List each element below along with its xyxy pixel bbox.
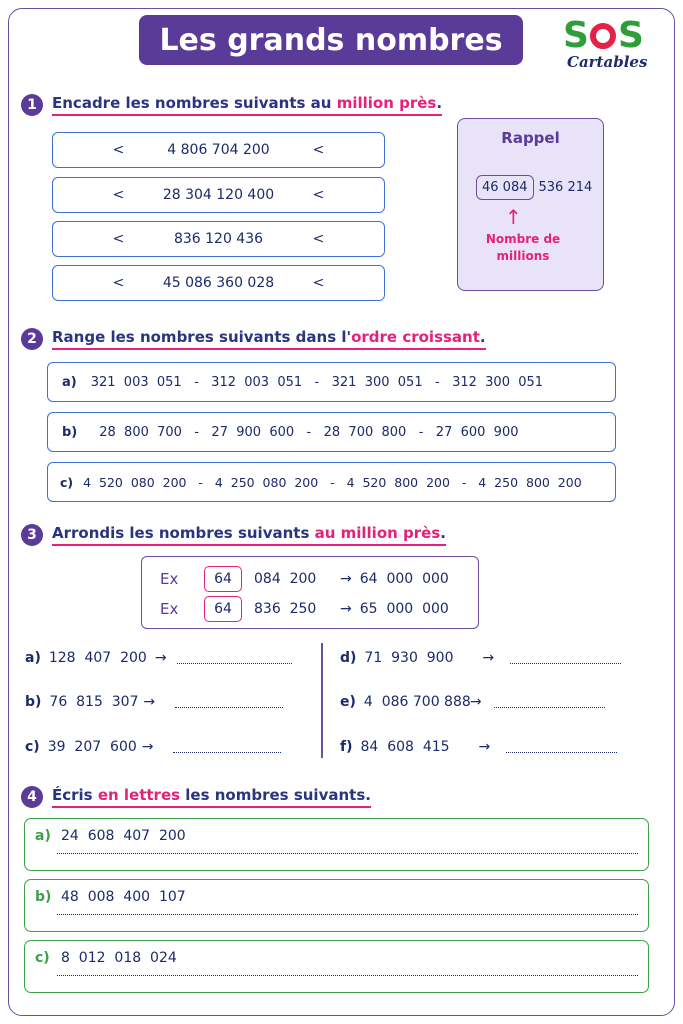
ordre-numbers: 321 003 051 - 312 003 051 - 321 300 051 - 312 300 051 — [90, 374, 544, 390]
arrow-right-icon: → — [478, 739, 491, 755]
number: 4 806 704 200 — [167, 142, 270, 158]
millions-highlight: 64 — [204, 596, 242, 622]
ordre-row[interactable] — [47, 412, 616, 452]
arrondi-item: e) 4 086 700 888 → — [340, 694, 605, 710]
ordre-row[interactable] — [47, 462, 616, 502]
section-number: 4 — [21, 786, 43, 808]
encadrement-box[interactable] — [52, 265, 385, 301]
section-2-heading — [21, 328, 486, 350]
rappel-box — [457, 118, 604, 291]
arrondi-item: f) 84 608 415 → — [340, 739, 617, 755]
arrow-right-icon: → — [141, 739, 154, 755]
section-instruction: Range les nombres suivants dans l'ordre croissant. — [52, 328, 486, 350]
column-divider — [321, 643, 323, 758]
rappel-note: Nombre de millions — [485, 232, 561, 263]
arrondi-item: b) 76 815 307 → — [25, 694, 283, 710]
logo-top: S S — [563, 15, 643, 56]
less-than: < — [112, 275, 125, 291]
arrow-right-icon: → — [154, 650, 167, 666]
lettres-box[interactable]: a) 24 608 407 200 — [24, 818, 649, 871]
arrow-right-icon: → — [143, 694, 156, 710]
rappel-number — [476, 175, 592, 200]
less-than: < — [112, 231, 125, 247]
less-than: < — [112, 142, 125, 158]
answer-line[interactable] — [57, 853, 638, 854]
answer-line[interactable] — [506, 742, 617, 753]
less-than: < — [312, 231, 325, 247]
answer-line[interactable] — [177, 653, 292, 664]
arrondi-item: d) 71 930 900 → — [340, 650, 621, 666]
millions-highlight: 64 — [204, 566, 242, 592]
section-instruction: Encadre les nombres suivants au million près. — [52, 94, 442, 116]
example-row: Ex 64 836 250 → 65 000 000 — [160, 596, 449, 622]
arrow-right-icon: → — [469, 694, 482, 710]
rappel-title: Rappel — [501, 129, 560, 147]
section-4-heading — [21, 786, 371, 808]
encadrement-box[interactable] — [52, 221, 385, 257]
rappel-rest: 536 214 — [538, 180, 593, 195]
example-box — [141, 556, 479, 629]
millions-highlight: 46 084 — [476, 175, 534, 200]
answer-line[interactable] — [494, 697, 605, 708]
less-than: < — [112, 187, 125, 203]
section-number: 3 — [21, 524, 43, 546]
lifebuoy-icon — [590, 23, 616, 49]
logo-bottom: Cartables — [567, 53, 648, 71]
lettres-box[interactable]: c) 8 012 018 024 — [24, 940, 649, 993]
arrow-right-icon: → — [340, 571, 352, 587]
number: 836 120 436 — [173, 231, 264, 247]
section-instruction: Arrondis les nombres suivants au million près. — [52, 524, 446, 546]
less-than: < — [312, 275, 325, 291]
number: 28 304 120 400 — [162, 187, 275, 203]
encadrement-box[interactable] — [52, 132, 385, 168]
answer-line[interactable] — [175, 697, 283, 708]
item-label: c) — [60, 474, 74, 490]
lettres-box[interactable]: b) 48 008 400 107 — [24, 879, 649, 932]
section-1-heading — [21, 94, 442, 116]
less-than: < — [312, 142, 325, 158]
arrow-right-icon: → — [340, 601, 352, 617]
ordre-numbers: 4 520 080 200 - 4 250 080 200 - 4 520 800 200 - 4 250 800 200 — [83, 474, 582, 490]
less-than: < — [312, 187, 325, 203]
item-label: a) — [62, 374, 77, 390]
ordre-numbers: 28 800 700 - 27 900 600 - 28 700 800 - 27 600 900 — [99, 424, 519, 440]
section-number: 1 — [21, 94, 43, 116]
answer-line[interactable] — [173, 742, 281, 753]
arrow-up-icon: ↑ — [505, 205, 522, 229]
item-label: b) — [62, 424, 78, 440]
encadrement-box[interactable] — [52, 177, 385, 213]
arrondi-item: a) 128 407 200 → — [25, 650, 292, 666]
page-title: Les grands nombres — [139, 15, 523, 65]
logo — [563, 17, 663, 77]
section-3-heading — [21, 524, 446, 546]
example-row: Ex 64 084 200 → 64 000 000 — [160, 566, 449, 592]
section-instruction: Écris en lettres les nombres suivants. — [52, 786, 371, 808]
arrow-right-icon: → — [482, 650, 495, 666]
ordre-row[interactable] — [47, 362, 616, 402]
answer-line[interactable] — [57, 914, 638, 915]
number: 45 086 360 028 — [162, 275, 275, 291]
answer-line[interactable] — [510, 653, 621, 664]
answer-line[interactable] — [57, 975, 638, 976]
arrondi-item: c) 39 207 600 → — [25, 739, 281, 755]
section-number: 2 — [21, 328, 43, 350]
